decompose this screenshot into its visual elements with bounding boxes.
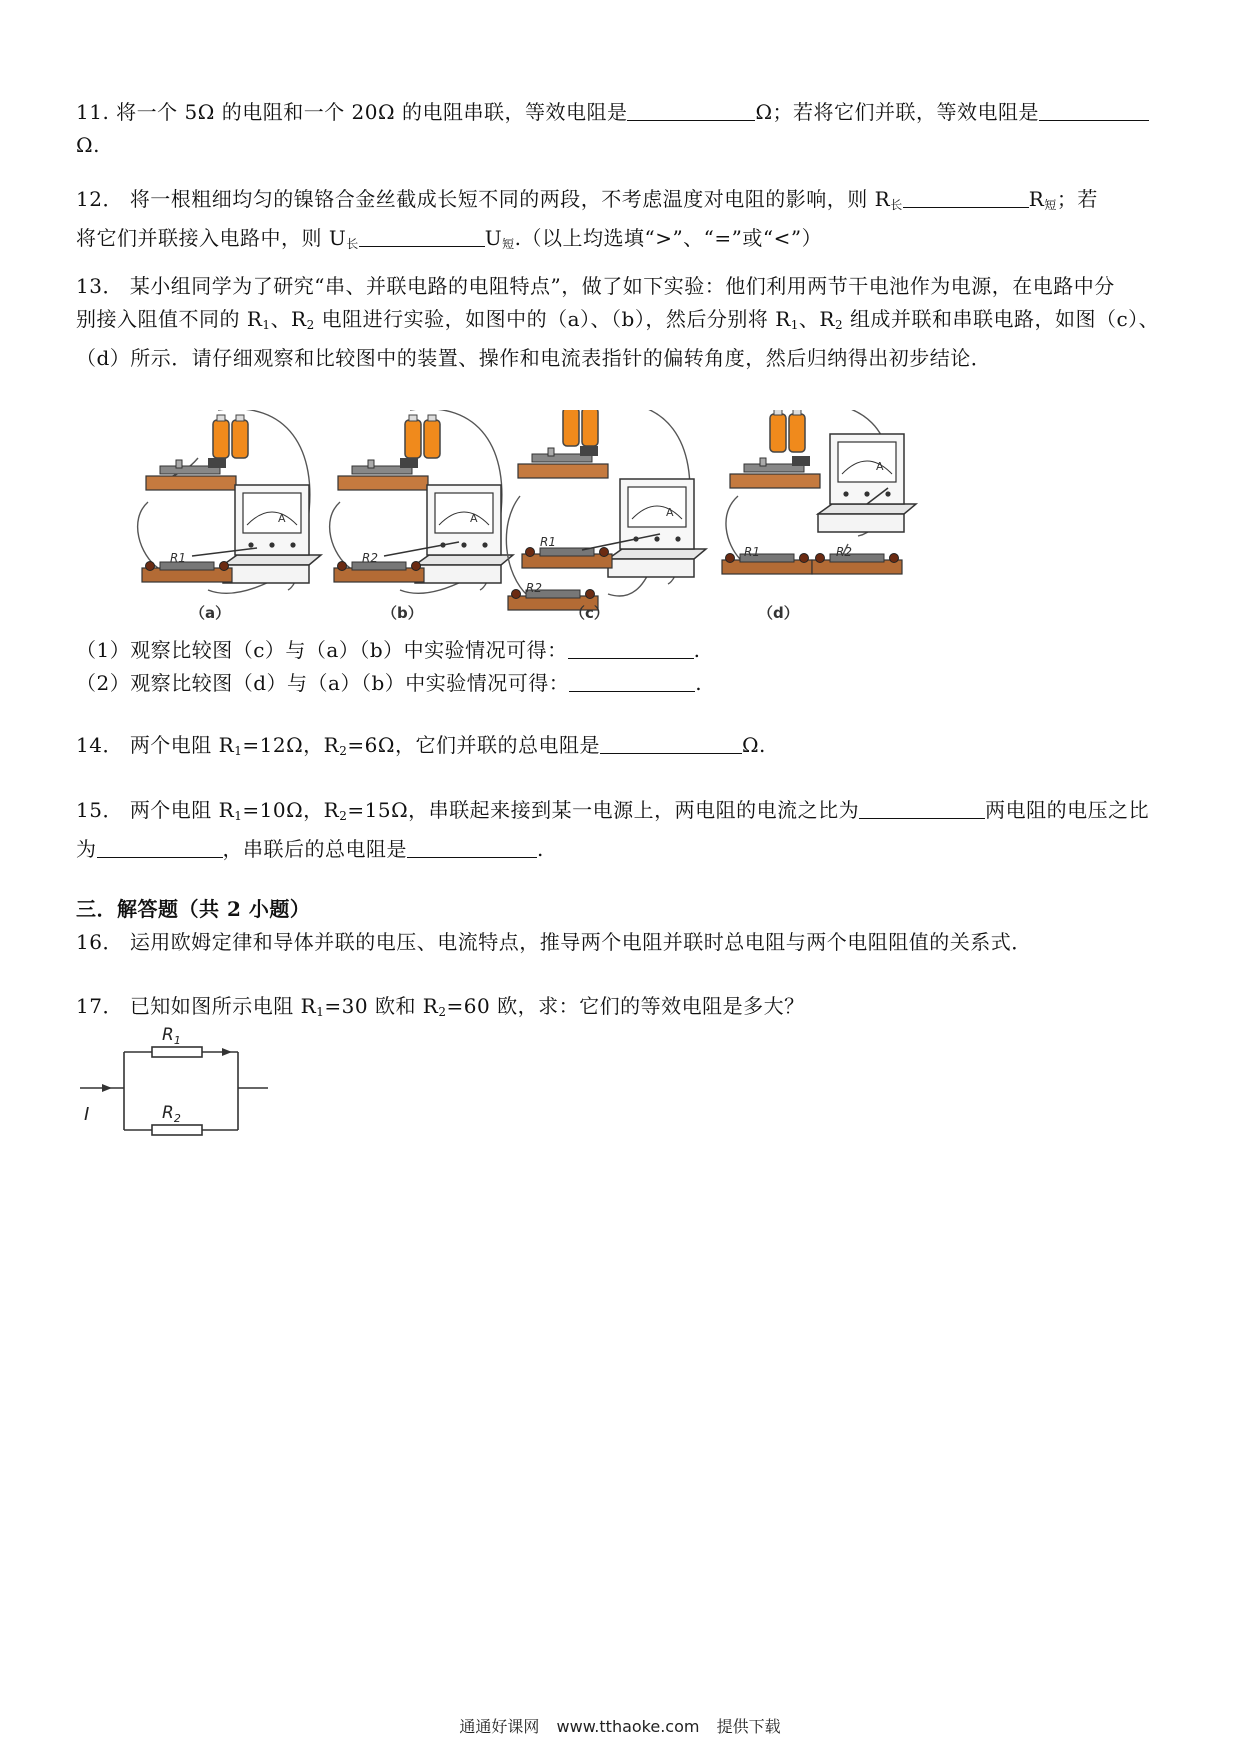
q14-text-2: =12Ω，R: [242, 733, 340, 757]
q15-text-2: =10Ω，R: [242, 798, 340, 822]
figure-d-label: （d）: [758, 604, 799, 622]
q17-circuit-diagram: [72, 1022, 272, 1142]
figure-c-label: （c）: [570, 604, 609, 622]
q14-sub: 2: [339, 744, 348, 758]
q13-line-3: （d）所示．请仔细观察和比较图中的装置、操作和电流表指针的偏转角度，然后归纳得出初步结论．: [76, 346, 992, 370]
q14-text-4: Ω.: [741, 733, 766, 757]
q17-sub: 1: [316, 1005, 325, 1019]
q13-number: 13．: [76, 274, 123, 298]
figure-b: [330, 410, 513, 622]
q13-sub: 2: [834, 318, 844, 332]
figure-a-meter-label: A: [278, 512, 286, 525]
figure-b-r-label: R2: [362, 551, 378, 565]
q12-sub-short: 短: [1044, 198, 1057, 212]
q13-subquestions: [76, 634, 1172, 700]
q15-text-3: =15Ω，串联起来接到某一电源上，两电阻的电流之比为: [347, 798, 860, 822]
q12-text-3: ；若: [1056, 187, 1098, 211]
q11-text-3: Ω.: [76, 133, 100, 157]
q12-text-6: .（以上均选填“>”、“=”或“<”）: [514, 226, 823, 250]
figure-b-meter-label: A: [470, 512, 478, 525]
q11-blank-parallel[interactable]: [1039, 100, 1149, 121]
q17-r1-label: $R_1$: [162, 1025, 181, 1047]
q17-text-2: =30 欧和 R: [324, 994, 439, 1018]
q13-end-2: .: [695, 671, 703, 695]
q14-text-3: =6Ω，它们并联的总电阻是: [347, 733, 600, 757]
q12-text-4: 将它们并联接入电路中，则 U: [76, 226, 347, 250]
q13-line-2e: 组成并联和串联电路，如图（c）、: [843, 307, 1160, 331]
q13-apparatus-figure: [68, 410, 1008, 625]
q15-text-4: 两电阻的电压之比: [985, 798, 1150, 822]
question-16: [76, 926, 1172, 959]
figure-c: [506, 410, 706, 622]
q12-blank-voltage[interactable]: [359, 226, 485, 247]
q14-sub: 1: [234, 744, 243, 758]
q17-current-label: I: [84, 1104, 90, 1125]
q16-text: 运用欧姆定律和导体并联的电压、电流特点，推导两个电阻并联时总电阻与两个电阻阻值的关系式．: [129, 930, 1032, 954]
q13-sub-q2: （2）观察比较图（d）与（a）（b）中实验情况可得：: [76, 671, 570, 695]
figure-a-label: （a）: [190, 604, 231, 622]
question-13: [76, 270, 1172, 375]
figure-d-meter-label: A: [876, 460, 884, 473]
current-arrow-icon: [102, 1084, 112, 1092]
question-12: [76, 183, 1172, 261]
q12-sub-long-2: 长: [346, 237, 359, 251]
q12-text-2: R: [1028, 187, 1045, 211]
figure-c-meter-label: A: [666, 506, 674, 519]
q12-blank-resistance[interactable]: [903, 187, 1029, 208]
question-11: [76, 96, 1172, 162]
q15-blank-current[interactable]: [859, 798, 985, 819]
question-14: [76, 729, 1172, 768]
q13-sub: 1: [790, 318, 799, 332]
q17-text-1: 已知如图所示电阻 R: [129, 994, 317, 1018]
q15-blank-voltage[interactable]: [97, 837, 223, 858]
q13-blank-2[interactable]: [569, 671, 695, 692]
q14-number: 14．: [76, 733, 123, 757]
page-footer: [0, 1714, 1240, 1737]
q15-sub: 2: [339, 809, 348, 823]
figure-a-r-label: R1: [170, 551, 186, 565]
q15-sub: 1: [234, 809, 243, 823]
q11-number: 11.: [76, 100, 110, 124]
q13-sub: 1: [262, 318, 271, 332]
q12-number: 12．: [76, 187, 123, 211]
q15-text-5: 为: [76, 837, 97, 861]
q15-blank-total[interactable]: [407, 837, 537, 858]
q13-sub: 2: [306, 318, 315, 332]
q15-text-7: .: [537, 837, 544, 861]
footer-note: 提供下载: [716, 1717, 781, 1736]
q12-text-1: 将一根粗细均匀的镍铬合金丝截成长短不同的两段，不考虑温度对电阻的影响，则 R: [129, 187, 891, 211]
q17-sub: 2: [438, 1005, 447, 1019]
figure-d-r1-label: R1: [744, 545, 760, 559]
figure-d-r2-label: R2: [836, 545, 852, 559]
q13-line-2c: 电阻进行实验，如图中的（a）、（b），然后分别将 R: [314, 307, 791, 331]
q12-text-5: U: [484, 226, 503, 250]
q13-blank-1[interactable]: [568, 638, 694, 659]
q13-line-2a: 别接入阻值不同的 R: [76, 307, 263, 331]
footer-url[interactable]: www.tthaoke.com: [556, 1717, 700, 1736]
q17-text-3: =60 欧，求：它们的等效电阻是多大？: [446, 994, 805, 1018]
branch-arrow-icon: [222, 1048, 232, 1056]
figure-d: [722, 410, 916, 622]
q11-blank-series[interactable]: [627, 100, 755, 121]
q17-number: 17．: [76, 994, 123, 1018]
footer-site: 通通好课网: [459, 1717, 540, 1736]
figure-b-label: （b）: [382, 604, 423, 622]
q12-sub-short-2: 短: [502, 237, 515, 251]
q11-text-2: Ω；若将它们并联，等效电阻是: [755, 100, 1040, 124]
q12-sub-long: 长: [890, 198, 903, 212]
q17-r2-label: $R_2$: [162, 1103, 181, 1125]
q13-line-2b: 、R: [270, 307, 307, 331]
q15-text-6: ，串联后的总电阻是: [222, 837, 407, 861]
q14-text-1: 两个电阻 R: [129, 733, 235, 757]
question-15: [76, 794, 1172, 866]
q13-end-1: .: [693, 638, 701, 662]
q14-blank[interactable]: [600, 733, 742, 754]
figure-c-r1-label: R1: [540, 535, 556, 549]
section-3-title: 三．解答题（共 2 小题）: [76, 897, 311, 921]
q15-number: 15．: [76, 798, 123, 822]
q13-line-2d: 、R: [798, 307, 835, 331]
q11-text-1: 将一个 5Ω 的电阻和一个 20Ω 的电阻串联，等效电阻是: [116, 100, 628, 124]
q15-text-1: 两个电阻 R: [129, 798, 235, 822]
q16-number: 16．: [76, 930, 123, 954]
figure-c-r2-label: R2: [526, 581, 542, 595]
q13-line-1: 某小组同学为了研究“串、并联电路的电阻特点”，做了如下实验：他们利用两节干电池作为电源，在电路中分: [129, 274, 1115, 298]
q13-sub-q1: （1）观察比较图（c）与（a）（b）中实验情况可得：: [76, 638, 568, 662]
figure-a: [138, 410, 321, 622]
